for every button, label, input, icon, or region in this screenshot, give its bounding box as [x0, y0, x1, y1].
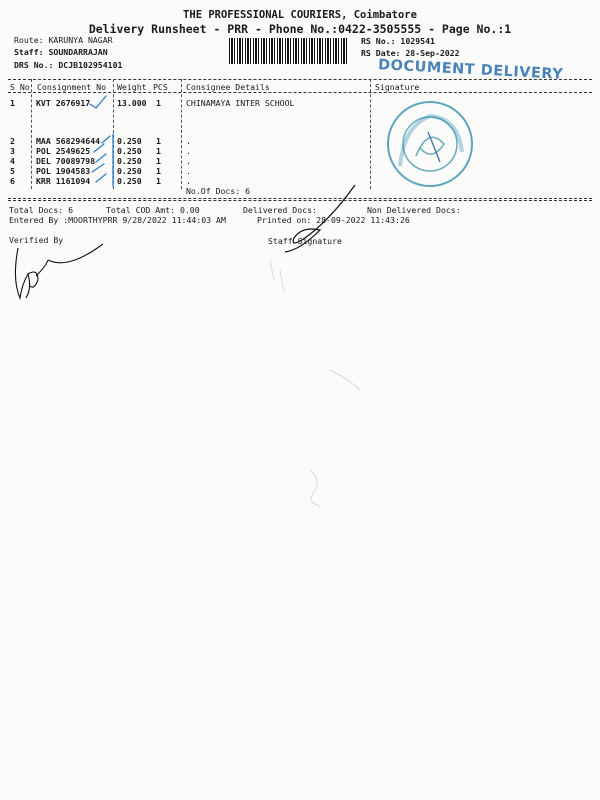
row-pcs: 1: [156, 98, 161, 108]
row-pcs: 1: [156, 146, 161, 156]
row-weight: 0.250: [117, 146, 142, 156]
row-sno: 5: [10, 166, 15, 176]
route-label: Route: KARUNYA NAGAR: [14, 35, 113, 45]
row-weight: 13.000: [117, 98, 147, 108]
document-delivery-stamp: DOCUMENT DELIVERY: [377, 57, 564, 83]
col-pcs: PCS: [153, 82, 168, 92]
staff-label: Staff: SOUNDARRAJAN: [14, 47, 108, 57]
row-pcs: 1: [156, 166, 161, 176]
row-consignee: .: [186, 166, 191, 176]
tick-mark: [94, 144, 104, 152]
row-weight: 0.250: [117, 166, 142, 176]
rs-number: RS No.: 1029541: [361, 36, 435, 46]
row-consignee: .: [186, 146, 191, 156]
row-consignee: .: [186, 156, 191, 166]
row-sno: 2: [10, 136, 15, 146]
row-consignment: POL 1904583: [36, 166, 91, 176]
col-sno: S No: [10, 82, 30, 92]
verifier-signature: [8, 240, 118, 310]
bleed-through-marks: [250, 240, 400, 540]
row-consignee: .: [186, 176, 191, 186]
tick-mark: [96, 174, 106, 182]
delivered-docs: Delivered Docs:: [243, 205, 317, 215]
row-sno: 4: [10, 156, 15, 166]
row-consignment: KRR 1161094: [36, 176, 91, 186]
verified-by-label: Verified By: [9, 235, 64, 245]
row-pcs: 1: [156, 176, 161, 186]
col-consignee: Consignee Details: [186, 82, 270, 92]
row-consignee: CHINAMAYA INTER SCHOOL: [186, 98, 295, 108]
row-consignment: DEL 70089798: [36, 156, 96, 166]
row-consignee: .: [186, 136, 191, 146]
rs-date: RS Date: 28-Sep-2022: [361, 48, 460, 58]
total-docs: Total Docs: 6: [9, 205, 74, 215]
non-delivered-docs: Non Delivered Docs:: [367, 205, 461, 215]
no-of-docs: No.Of Docs: 6: [186, 186, 251, 196]
total-cod-amount: Total COD Amt: 0.00: [106, 205, 200, 215]
entered-by: Entered By :MOORTHYPRR 9/28/2022 11:44:03 AM: [9, 215, 226, 225]
tick-mark: [90, 96, 106, 108]
row-pcs: 1: [156, 156, 161, 166]
row-consignment: KVT 2676917: [36, 98, 91, 108]
staff-signature-label: Staff Signature: [268, 236, 342, 246]
runsheet-title: Delivery Runsheet - PRR - Phone No.:0422-3505555 - Page No.:1: [88, 22, 512, 36]
col-weight: Weight: [117, 82, 147, 92]
row-consignment: POL 2549625: [36, 146, 91, 156]
row-pcs: 1: [156, 136, 161, 146]
row-consignment: MAA 568294644: [36, 136, 101, 146]
company-title: THE PROFESSIONAL COURIERS, Coimbatore: [183, 9, 417, 21]
row-sno: 1: [10, 98, 15, 108]
tick-mark: [102, 136, 110, 143]
tick-mark: [96, 154, 106, 162]
row-weight: 0.250: [117, 136, 142, 146]
tick-mark: [92, 164, 104, 172]
drs-number: DRS No.: DCJB102954101: [14, 60, 123, 70]
row-sno: 6: [10, 176, 15, 186]
row-weight: 0.250: [117, 176, 142, 186]
col-consignment: Consignment No: [37, 82, 107, 92]
row-weight: 0.250: [117, 156, 142, 166]
printed-on: Printed on: 28-09-2022 11:43:26: [257, 215, 410, 225]
row-sno: 3: [10, 146, 15, 156]
col-signature: Signature: [375, 82, 420, 92]
school-seal-stamp: [382, 96, 478, 192]
